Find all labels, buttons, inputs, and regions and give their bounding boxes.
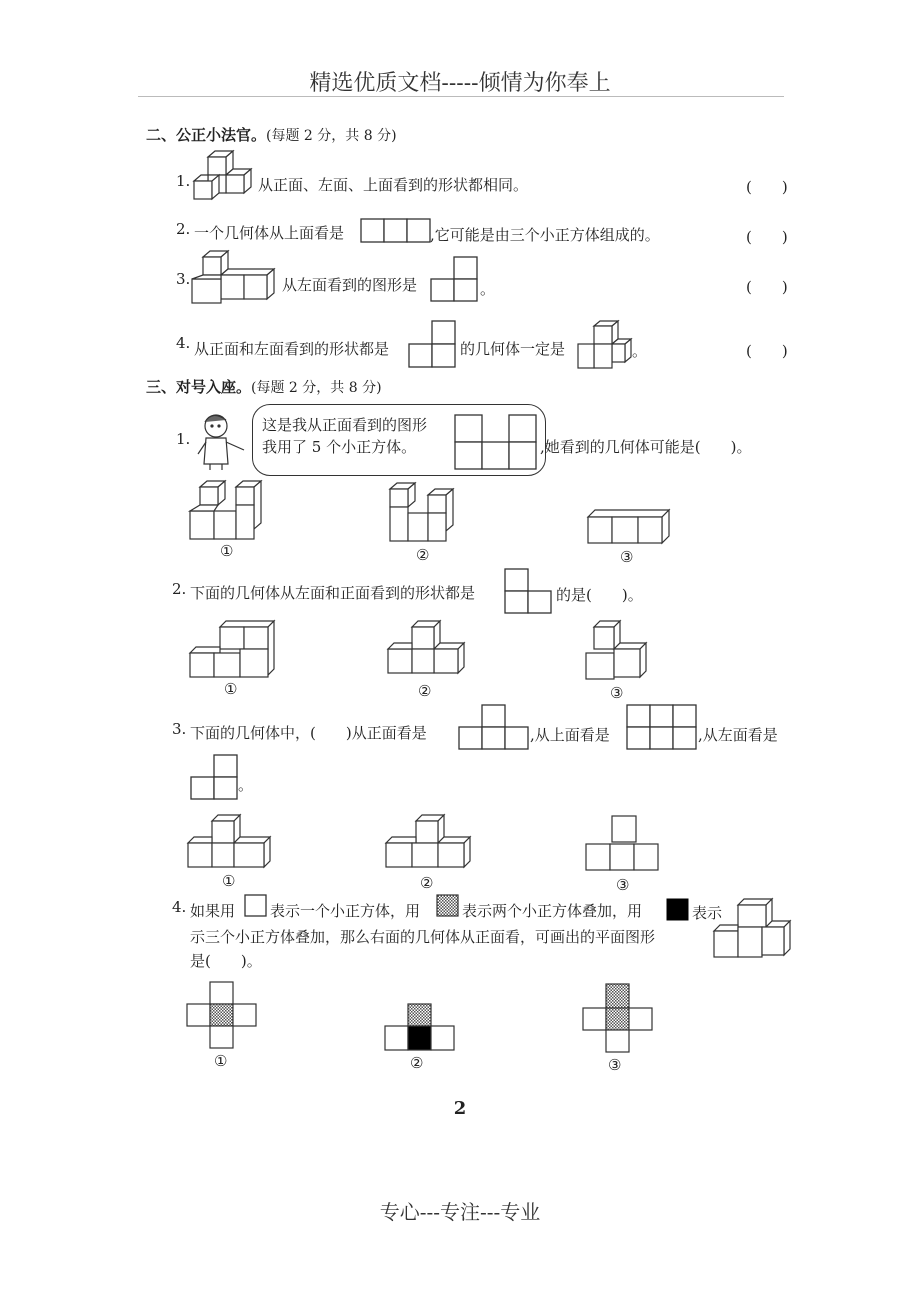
- document-footer: 专心---专注---专业: [379, 1200, 541, 1224]
- s3-q4-option-1-figure[interactable]: [186, 980, 260, 1052]
- s3-q3-left-view-grid: [190, 754, 240, 802]
- document-header: 精选优质文档-----倾情为你奉上: [309, 71, 611, 96]
- s2-q2-answer-blank[interactable]: ( ): [746, 228, 788, 246]
- s3-q4-text-d: 表示: [692, 904, 723, 922]
- s3-q1-option-1-figure[interactable]: [190, 480, 270, 542]
- s2-q3-left-view-grid: [430, 256, 480, 304]
- s2-q4-text-b: 的几何体一定是: [460, 340, 566, 358]
- s2-q3-answer-blank[interactable]: ( ): [746, 278, 788, 296]
- bubble-line-1: 这是我从正面看到的图形: [262, 416, 428, 434]
- s3-q4-option-3-figure[interactable]: [582, 982, 656, 1056]
- s2-q2-text-b: ,它可能是由三个小正方体组成的。: [430, 226, 660, 244]
- s3-q2-option-1-figure[interactable]: [190, 620, 276, 680]
- s3-q4-number: 4.: [172, 898, 187, 916]
- triple-cube-black-symbol: [666, 898, 690, 922]
- s3-q4-text-c: 表示两个小正方体叠加，用: [462, 902, 643, 920]
- single-cube-symbol: [244, 894, 268, 918]
- s2-q1-text: 从正面、左面、上面看到的形状都相同。: [258, 176, 529, 194]
- s3-q1-front-view-grid: [454, 414, 538, 470]
- s2-q4-text-c: 。: [632, 342, 648, 360]
- s3-q1-option-3-figure[interactable]: [586, 508, 672, 548]
- s2-q4-view-grid: [408, 320, 458, 370]
- s3-q3-number: 3.: [172, 720, 187, 738]
- s2-q2-top-view-grid: [360, 218, 432, 244]
- s2-q2-number: 2.: [176, 220, 191, 238]
- s2-q3-text-b: 。: [480, 280, 496, 298]
- s3-q3-option-2-figure[interactable]: [386, 814, 472, 872]
- s2-q1-cube-figure: [194, 150, 256, 208]
- s3-q4-text-a: 如果用: [190, 902, 236, 920]
- s2-q4-cube-figure: [578, 320, 634, 372]
- s3-q2-text-b: 的是( )。: [556, 586, 643, 604]
- s3-q1-option-2-label: ②: [416, 546, 430, 564]
- s3-q3-text-b: ,从上面看是: [530, 726, 610, 744]
- s3-q4-option-3-label: ③: [608, 1056, 622, 1074]
- section-2-title: [146, 124, 397, 145]
- s3-q2-option-2-label: ②: [418, 682, 432, 700]
- header-rule: [138, 96, 784, 97]
- s3-q3-text-c: ,从左面看是: [698, 726, 778, 744]
- s2-q3-cube-figure: [192, 250, 278, 306]
- s2-q3-number: 3.: [176, 270, 191, 288]
- s3-q3-option-1-label: ①: [222, 872, 236, 890]
- page-number: 2: [453, 1098, 467, 1119]
- s3-q2-text-a: 下面的几何体从左面和正面看到的形状都是: [190, 584, 476, 602]
- s3-q4-option-1-label: ①: [214, 1052, 228, 1070]
- s3-q2-number: 2.: [172, 580, 187, 598]
- section-2-note: (每题 2 分，共 8 分): [266, 128, 397, 144]
- s3-q2-option-3-label: ③: [610, 684, 624, 702]
- s2-q4-answer-blank[interactable]: ( ): [746, 342, 788, 360]
- s3-q4-option-2-label: ②: [410, 1054, 424, 1072]
- s3-q4-line-2: 示三个小正方体叠加，那么右面的几何体从正面看，可画出的平面图形: [190, 928, 656, 946]
- s3-q1-option-1-label: ①: [220, 542, 234, 560]
- s3-q4-cube-figure: [714, 898, 792, 960]
- s3-q3-top-view-grid: [626, 704, 698, 752]
- s3-q3-option-3-figure[interactable]: [584, 814, 662, 874]
- s3-q1-number: 1.: [176, 430, 191, 448]
- s2-q4-number: 4.: [176, 334, 191, 352]
- double-cube-hatched-symbol: [436, 894, 460, 918]
- s2-q2-text-a: 一个几何体从上面看是: [194, 224, 345, 242]
- s3-q4-line-3: 是( )。: [190, 952, 262, 970]
- s3-q2-option-1-label: ①: [224, 680, 238, 698]
- section-3-note: (每题 2 分，共 8 分): [251, 380, 382, 396]
- section-2-heading: 二、公正小法官。: [146, 126, 267, 144]
- bubble-line-2: 我用了 5 个小正方体。: [262, 438, 417, 456]
- section-3-heading: 三、对号入座。: [146, 378, 252, 396]
- s3-q4-text-b: 表示一个小正方体，用: [270, 902, 421, 920]
- s2-q4-text-a: 从正面和左面看到的形状都是: [194, 340, 390, 358]
- s2-q1-number: 1.: [176, 172, 191, 190]
- s3-q3-front-view-grid: [458, 704, 530, 752]
- section-3-title: [146, 376, 382, 397]
- s3-q3-option-3-label: ③: [616, 876, 630, 894]
- s3-q2-option-3-figure[interactable]: [586, 620, 652, 684]
- s3-q1-option-2-figure[interactable]: [388, 482, 462, 544]
- s2-q1-answer-blank[interactable]: ( ): [746, 178, 788, 196]
- girl-illustration: [192, 408, 254, 470]
- s3-q1-text: ,她看到的几何体可能是( )。: [540, 438, 752, 456]
- s3-q3-option-2-label: ②: [420, 874, 434, 892]
- s2-q3-text-a: 从左面看到的图形是: [282, 276, 418, 294]
- s3-q3-text-a: 下面的几何体中，( )从正面看是: [190, 724, 427, 742]
- s3-q4-option-2-figure[interactable]: [384, 1002, 458, 1054]
- s3-q1-option-3-label: ③: [620, 548, 634, 566]
- s3-q3-option-1-figure[interactable]: [188, 814, 272, 872]
- s3-q2-option-2-figure[interactable]: [388, 620, 468, 680]
- s3-q2-view-grid: [504, 568, 554, 614]
- s3-q3-text-d: 。: [238, 776, 254, 794]
